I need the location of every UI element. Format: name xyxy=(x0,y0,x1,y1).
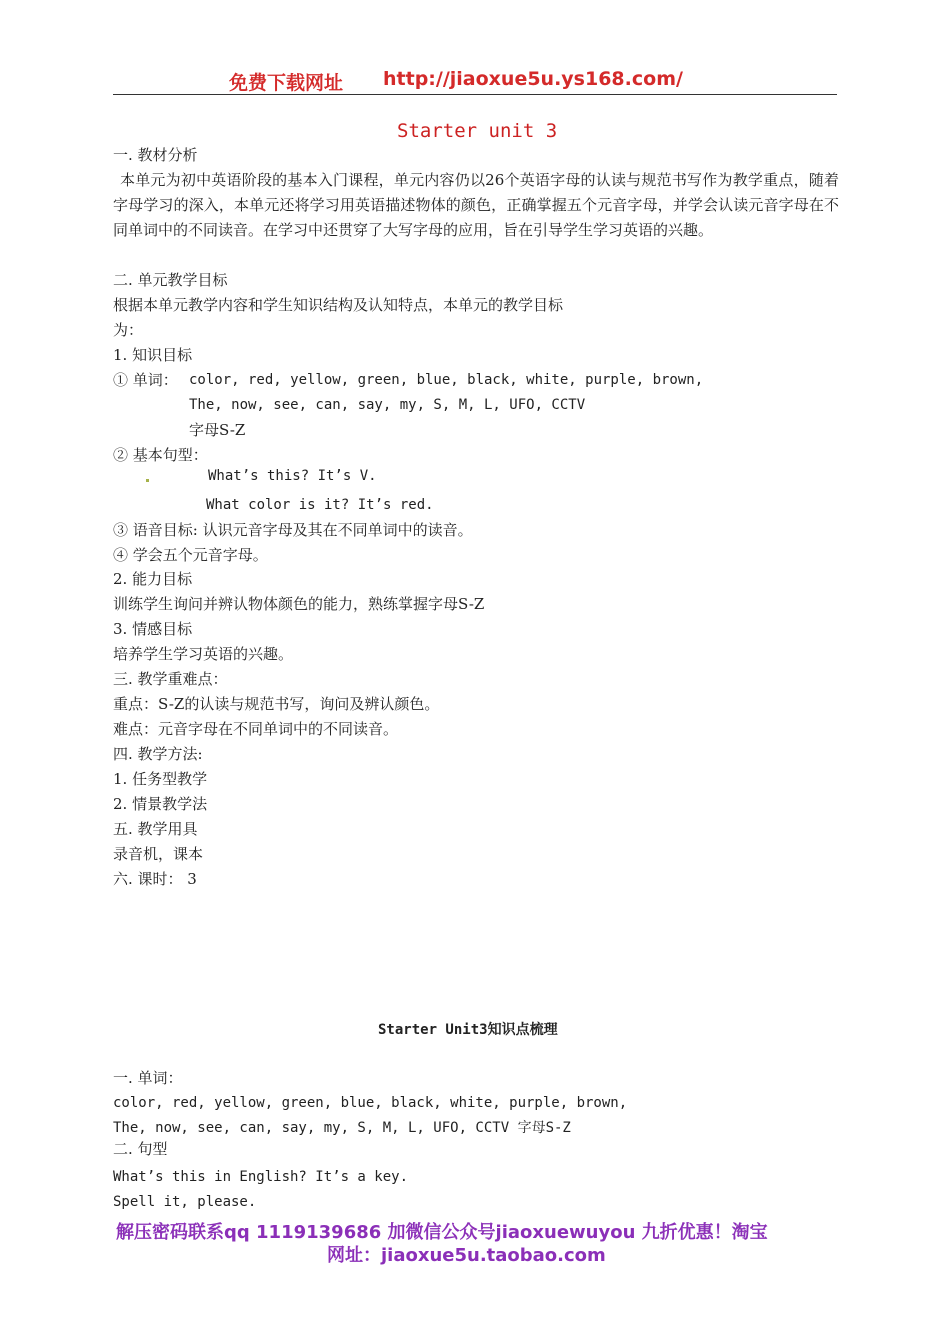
summary-words-line2: The, now, see, can, say, my, S, M, L, UFO, CCTV 字母S-Z xyxy=(113,1120,571,1136)
words-line2: The, now, see, can, say, my, S, M, L, UFO, CCTV xyxy=(189,397,586,413)
summary-pattern2: Spell it, please. xyxy=(113,1194,257,1210)
page-title: Starter unit 3 xyxy=(397,120,558,142)
key-point: 重点：S-Z的认读与规范书写，询问及辨认颜色。 xyxy=(113,695,440,713)
footer-line2-link[interactable]: 网址：jiaoxue5u.taobao.com xyxy=(327,1245,606,1266)
summary-words-line1: color, red, yellow, green, blue, black, white, purple, brown, xyxy=(113,1095,628,1111)
words-label: ① 单词： xyxy=(113,371,178,389)
header-url-link[interactable]: http://jiaoxue5u.ys168.com/ xyxy=(383,68,683,90)
teaching-tools: 录音机，课本 xyxy=(113,845,204,863)
method1: 1. 任务型教学 xyxy=(113,770,208,788)
words-line1: color, red, yellow, green, blue, black, white, purple, brown, xyxy=(189,372,704,388)
summary-words-heading: 一. 单词： xyxy=(113,1069,183,1087)
footer-line1: 解压密码联系qq 1119139686 加微信公众号jiaoxuewuyou 九折优惠！淘宝 xyxy=(116,1222,768,1243)
emotion-heading: 3. 情感目标 xyxy=(113,620,193,638)
words-line3: 字母S-Z xyxy=(189,421,246,439)
section2-intro-line1: 根据本单元教学内容和学生知识结构及认知特点，本单元的教学目标 xyxy=(113,296,564,314)
ability-text: 训练学生询问并辨认物体颜色的能力，熟练掌握字母S-Z xyxy=(113,595,485,613)
ability-heading: 2. 能力目标 xyxy=(113,570,193,588)
header-label: 免费下载网址 xyxy=(229,72,344,94)
section1-paragraph: 本单元为初中英语阶段的基本入门课程，单元内容仍以26个英语字母的认读与规范书写作为教学重点，随着字母学习的深入，本单元还将学习用英语描述物体的颜色，正确掌握五个元音字母，并学会认读元音字母在不同单词中的不同读音。在学习中还贯穿了大写字母的应用，旨在引导学生学习英语的兴趣。 xyxy=(113,171,839,239)
vowels-goal: ④ 学会五个元音字母。 xyxy=(113,546,268,564)
summary-title: Starter Unit3知识点梳理 xyxy=(378,1022,558,1038)
difficult-point: 难点：元音字母在不同单词中的不同读音。 xyxy=(113,720,399,738)
header-divider xyxy=(113,94,837,95)
section5-heading: 五. 教学用具 xyxy=(113,820,198,838)
phonetics-goal: ③ 语音目标: 认识元音字母及其在不同单词中的读音。 xyxy=(113,521,473,539)
section1-heading: 一. 教材分析 xyxy=(113,146,198,164)
sentence2: What color is it? It’s red. xyxy=(206,497,434,513)
sentences-label: ② 基本句型： xyxy=(113,446,208,464)
section6-heading: 六. 课时： 3 xyxy=(113,870,197,888)
knowledge-heading: 1. 知识目标 xyxy=(113,346,193,364)
section2-heading: 二. 单元教学目标 xyxy=(113,271,228,289)
decorative-dot xyxy=(146,479,149,482)
section2-intro-line2: 为： xyxy=(113,321,144,339)
summary-pattern1: What’s this in English? It’s a key. xyxy=(113,1169,409,1185)
section4-heading: 四. 教学方法: xyxy=(113,745,203,763)
summary-patterns-heading: 二. 句型 xyxy=(113,1140,168,1158)
method2: 2. 情景教学法 xyxy=(113,795,208,813)
section3-heading: 三. 教学重难点： xyxy=(113,670,228,688)
sentence1: What’s this? It’s V. xyxy=(208,468,377,484)
emotion-text: 培养学生学习英语的兴趣。 xyxy=(113,645,294,663)
